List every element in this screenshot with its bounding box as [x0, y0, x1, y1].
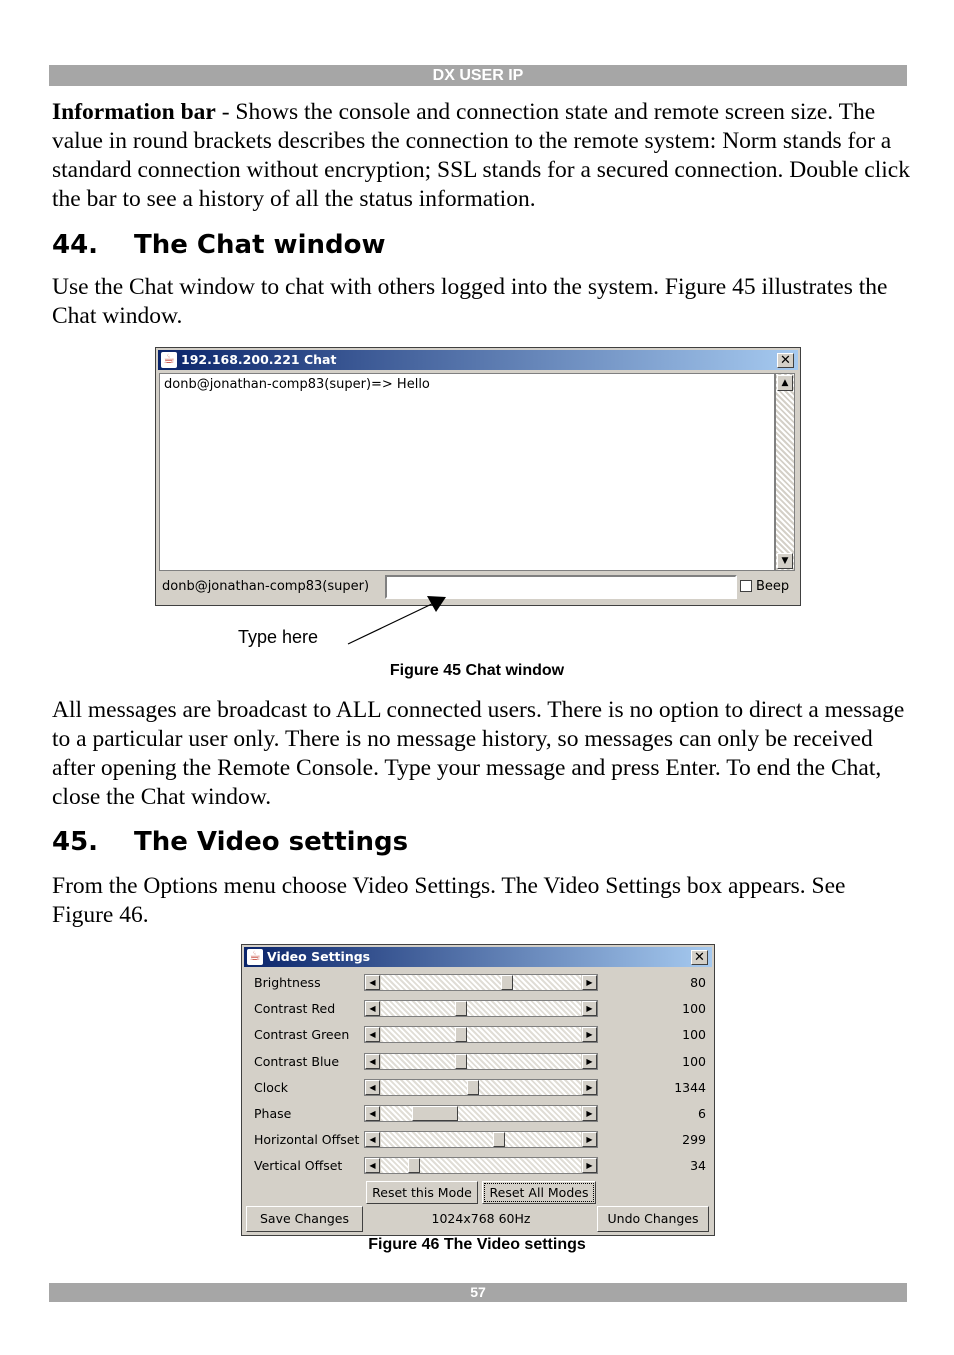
section-45-heading	[52, 827, 408, 857]
setting-slider[interactable]	[364, 1026, 598, 1043]
setting-value: 100	[682, 1053, 706, 1069]
slider-track[interactable]	[381, 1027, 581, 1042]
setting-slider[interactable]	[364, 1079, 598, 1096]
setting-label: Clock	[254, 1079, 288, 1095]
setting-label: Phase	[254, 1106, 292, 1121]
video-settings-window	[241, 944, 715, 1236]
setting-value: 100	[682, 1027, 706, 1043]
figure-46-caption: Figure 46 The Video settings	[368, 1236, 586, 1253]
setting-value: 80	[690, 975, 706, 990]
slider-right-icon[interactable]: ▶	[582, 1054, 597, 1069]
slider-right-icon[interactable]: ▶	[582, 1001, 597, 1016]
undo-changes-button[interactable]: Undo Changes	[597, 1206, 709, 1232]
slider-thumb[interactable]	[467, 1080, 479, 1095]
reset-this-mode-button[interactable]: Reset this Mode	[366, 1181, 478, 1204]
slider-right-icon[interactable]: ▶	[582, 1106, 597, 1121]
slider-left-icon[interactable]: ◀	[365, 1054, 380, 1069]
slider-track[interactable]	[381, 1132, 581, 1147]
scroll-up-icon[interactable]: ▲	[777, 375, 793, 391]
slider-track[interactable]	[381, 1080, 581, 1095]
slider-thumb[interactable]	[455, 1027, 467, 1042]
video-intro-paragraph: From the Options menu choose Video Settings. The Video Settings box appears. See Figure 46.	[52, 873, 846, 928]
setting-slider[interactable]	[364, 1105, 598, 1122]
slider-right-icon[interactable]: ▶	[582, 975, 597, 990]
close-icon[interactable]: ✕	[691, 950, 708, 965]
slider-thumb[interactable]	[455, 1054, 467, 1069]
setting-slider[interactable]	[364, 1157, 598, 1174]
slider-thumb[interactable]	[408, 1158, 420, 1173]
slider-left-icon[interactable]: ◀	[365, 1027, 380, 1042]
java-cup-icon: ☕	[161, 352, 177, 368]
slider-thumb[interactable]	[493, 1132, 505, 1147]
section-number: 44.	[52, 230, 99, 260]
scroll-down-icon[interactable]: ▼	[777, 553, 793, 569]
slider-track[interactable]	[381, 1001, 581, 1016]
setting-value: 100	[682, 1001, 706, 1017]
slider-right-icon[interactable]: ▶	[582, 1080, 597, 1095]
video-titlebar[interactable]	[244, 947, 712, 967]
slider-left-icon[interactable]: ◀	[365, 975, 380, 990]
setting-label: Horizontal Offset	[254, 1132, 360, 1148]
slider-left-icon[interactable]: ◀	[365, 1001, 380, 1016]
page-header: DX USER IP	[49, 65, 907, 86]
slider-track[interactable]	[381, 975, 581, 990]
slider-right-icon[interactable]: ▶	[582, 1027, 597, 1042]
setting-value: 1344	[674, 1079, 706, 1095]
chat-user-label: donb@jonathan-comp83(super)	[162, 579, 370, 594]
setting-label: Contrast Green	[254, 1027, 350, 1043]
setting-slider[interactable]	[364, 1131, 598, 1148]
slider-thumb[interactable]	[412, 1106, 458, 1121]
page-footer: 57	[49, 1283, 907, 1302]
beep-label: Beep	[756, 579, 790, 594]
setting-slider[interactable]	[364, 1000, 598, 1017]
setting-value: 6	[698, 1106, 706, 1121]
chat-message: donb@jonathan-comp83(super)=> Hello	[164, 377, 430, 392]
section-title: The Chat window	[134, 230, 386, 260]
slider-right-icon[interactable]: ▶	[582, 1132, 597, 1147]
setting-slider[interactable]	[364, 1053, 598, 1070]
chat-window-title: 192.168.200.221 Chat	[181, 352, 337, 367]
slider-track[interactable]	[381, 1106, 581, 1121]
slider-track[interactable]	[381, 1054, 581, 1069]
setting-label: Contrast Red	[254, 1001, 336, 1017]
slider-left-icon[interactable]: ◀	[365, 1080, 380, 1095]
setting-label: Contrast Blue	[254, 1053, 340, 1069]
setting-label: Brightness	[254, 975, 321, 990]
chat-intro-paragraph: Use the Chat window to chat with others logged into the system. Figure 45 illustrates the Chat window.	[52, 274, 888, 329]
setting-label: Vertical Offset	[254, 1158, 343, 1174]
video-mode-text: 1024x768 60Hz	[431, 1211, 531, 1226]
figure-45-caption: Figure 45 Chat window	[389, 662, 565, 679]
slider-right-icon[interactable]: ▶	[582, 1158, 597, 1173]
close-icon[interactable]: ✕	[777, 353, 794, 368]
info-text: - Shows the console and connection state and remote screen size. The value in round brackets describes the connection to the remote system: Norm stands for a standard connection without encryption; SSL stands for a secured connection. Double click the bar to see a history of all the status information.	[52, 99, 910, 212]
slider-left-icon[interactable]: ◀	[365, 1132, 380, 1147]
setting-slider[interactable]	[364, 974, 598, 991]
setting-value: 299	[682, 1132, 706, 1148]
slider-thumb[interactable]	[455, 1001, 467, 1016]
info-term: Information bar	[52, 99, 216, 125]
type-here-callout: Type here	[238, 627, 319, 647]
section-number: 45.	[52, 827, 99, 857]
java-cup-icon: ☕	[247, 949, 263, 965]
save-changes-button[interactable]: Save Changes	[246, 1206, 363, 1232]
slider-left-icon[interactable]: ◀	[365, 1158, 380, 1173]
chat-notes-paragraph: All messages are broadcast to ALL connected users. There is no option to direct a message to a particular user only. There is no message history, so messages can only be received after opening the Remote Console. Type your message and press Enter. To end the Chat, close the Chat window.	[52, 697, 905, 810]
setting-value: 34	[690, 1158, 706, 1174]
slider-left-icon[interactable]: ◀	[365, 1106, 380, 1121]
reset-all-modes-button[interactable]: Reset All Modes	[482, 1181, 596, 1204]
slider-track[interactable]	[381, 1158, 581, 1173]
slider-thumb[interactable]	[501, 975, 513, 990]
section-title: The Video settings	[134, 827, 409, 857]
video-window-title: Video Settings	[267, 949, 371, 964]
